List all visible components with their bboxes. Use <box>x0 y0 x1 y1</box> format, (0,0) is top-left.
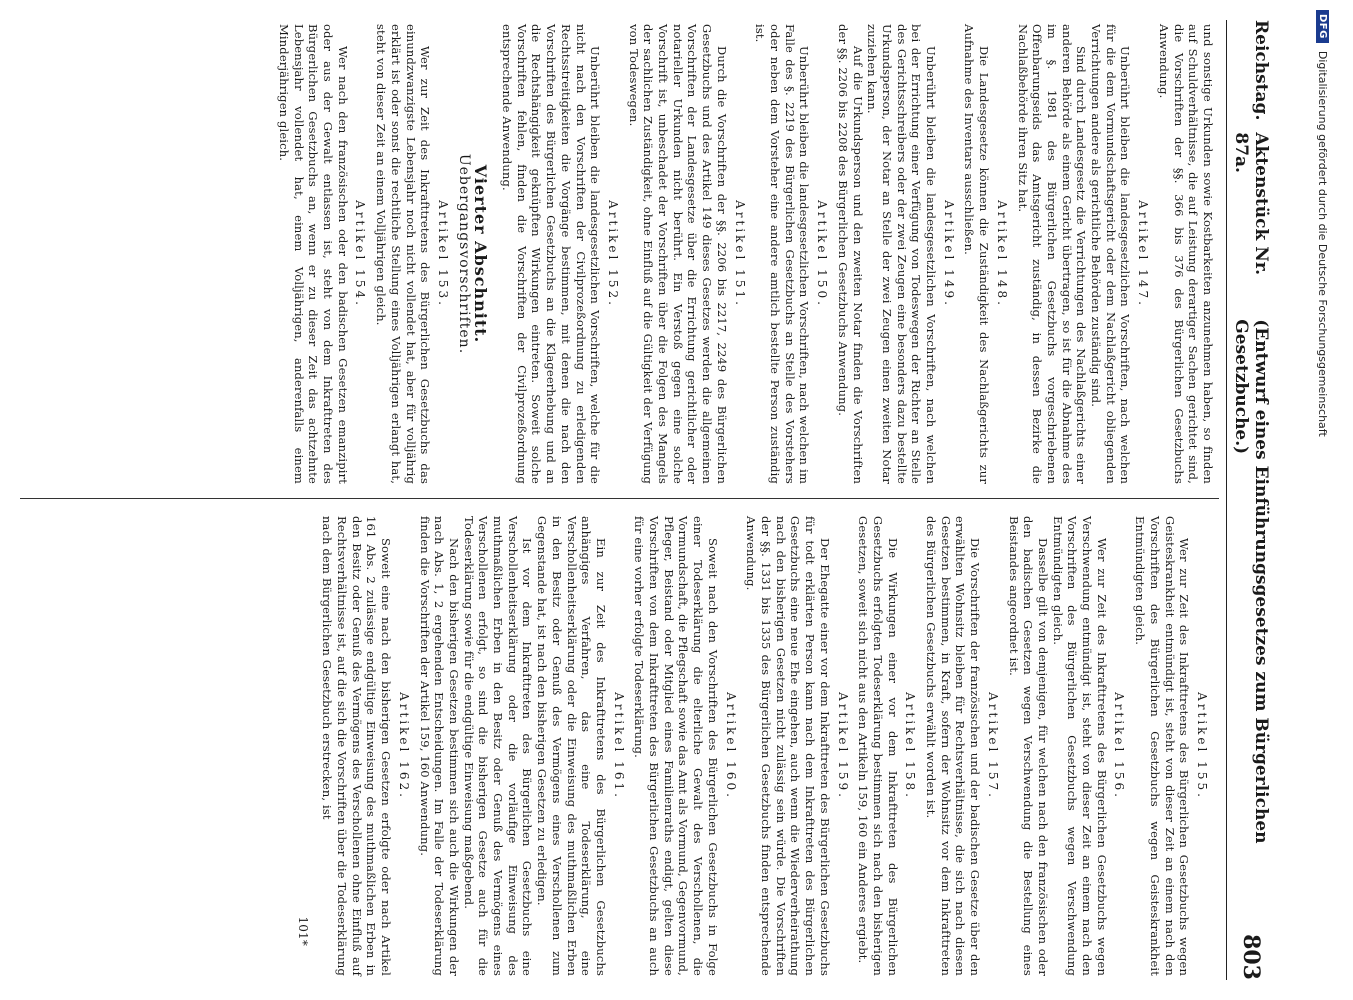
paragraph: Dasselbe gilt von demjenigen, für welchen nach den französischen oder den badischen Gesetzen wegen Verschwendung die Bestellung eines Beistandes angeordnet ist. <box>1006 516 1050 976</box>
credit-text: Digitalisierung gefördert durch die Deutsche Forschungsgemeinschaft <box>1316 50 1330 437</box>
paragraph: Wer zur Zeit des Inkrafttretens des Bürgerlichen Gesetzbuchs das einundzwanzigste Lebensjahr noch nicht vollendet hat, aber für volljährig erklärt ist oder sonst die rechtliche Stellung eines Volljährigen erlangt hat, steht von dieser Zeit an einem Volljährigen gleich. <box>374 24 433 484</box>
article-heading: Artikel 152. <box>605 200 620 308</box>
article-heading: Artikel 148. <box>994 200 1009 308</box>
paragraph: Soweit eine nach den bisherigen Gesetzen erfolgte oder nach Artikel 161 Abs. 2 zulässige endgültige Einweisung des muthmaßlichen Erben in den Besitz oder Genuß des Vermögens des Verschollenen ohne Einfluß auf Rechtsverhältnisse ist, auf die sich die Vorschriften über die Todeserklärung nach dem Bürgerlichen Gesetzbuch erstrecken, ist <box>320 516 394 976</box>
column-divider <box>20 498 1219 499</box>
paragraph: Wer zur Zeit des Inkrafttretens des Bürgerlichen Gesetzbuchs wegen Verschwendung entmündigt ist, steht von dieser Zeit an einem nach den Vorschriften des Bürgerlichen Gesetzbuchs wegen Verschwendung Entmündigten gleich. <box>1050 516 1109 976</box>
article-heading: Artikel 157. <box>985 692 1000 800</box>
article-heading: Artikel 150. <box>815 200 830 308</box>
paragraph: Unberührt bleiben die landesgesetzlichen Vorschriften, nach welchen bei der Errichtung einer Verfügung von Todeswegen der Richter an Stelle des Gerichtsschreibers oder der zwei Zeugen eine besonders dazu bestellte Urkundsperson, der Notar an Stelle der zwei Zeugen einen zweiten Notar zuziehen kann. <box>865 24 939 484</box>
paragraph: und sonstige Urkunden sowie Kostbarkeiten anzunehmen haben, so finden auf Schuldverhältnisse, die auf Leistung derartiger Sachen gerichtet sind, die Vorschriften der §§. 366 bis 376 des Bürgerlichen Gesetzbuchs Anwendung. <box>1156 24 1215 484</box>
article-heading: Artikel 159. <box>835 692 850 800</box>
paragraph: Ein zur Zeit des Inkrafttretens des Bürgerlichen Gesetzbuchs anhängiges Verfahren, das eine Todeserklärung, eine Verschollenheitserklärung oder die Einweisung des muthmaßlichen Erben in den Besitz oder Genuß des Vermögens eines Verschollenen zum Gegenstande hat, ist nach den bisherigen Gesetzen zu erledigen. <box>535 516 608 976</box>
article-heading: Artikel 147. <box>1136 200 1151 308</box>
digitization-credit <box>1305 10 1345 995</box>
paragraph: Wer nach den französischen oder den badischen Gesetzen emanzipirt oder aus der Gewalt entlassen ist, steht von dem Inkrafttreten des Bürgerlichen Gesetzbuchs an, wenn er zu dieser Zeit das achtzehnte Lebensjahr vollendet hat, einem Volljährigen, anderenfalls einem Minderjährigen gleich. <box>276 24 350 484</box>
section-heading: Vierter Abschnitt. <box>471 164 491 344</box>
signature-mark: 101* <box>295 916 310 946</box>
paragraph: Die Landesgesetze können die Zuständigkeit des Nachlaßgerichts zur Aufnahme des Inventars ausschließen. <box>962 24 992 484</box>
article-heading: Artikel 149. <box>941 200 956 308</box>
subsection-heading: Uebergangsvorschriften. <box>455 153 472 355</box>
article-heading: Artikel 156. <box>1112 692 1127 800</box>
article-heading: Artikel 154. <box>353 200 368 308</box>
paragraph: Durch die Vorschriften der §§. 2206 bis 2217, 2249 des Bürgerlichen Gesetzbuchs und des Artikel 149 dieses Gesetzes werden die allgemeinen Vorschriften der Landesgesetze über die Errichtung gerichtlicher oder notarieller Urkunden nicht berührt. Ein Verstoß gegen eine solche Vorschrift ist, unbeschadet der Vorschriften über die Folgen des Mangels der sachlichen Zuständigkeit, ohne Einfluß auf die Gültigkeit der Verfügung von Todeswegen. <box>626 24 729 484</box>
paragraph: Wer zur Zeit des Inkrafttretens des Bürgerlichen Gesetzbuchs wegen Geisteskrankheit entmündigt ist, steht von dieser Zeit an einem nach den Vorschriften des Bürgerlichen Gesetzbuchs wegen Geisteskrankheit Entmündigten gleich. <box>1133 516 1192 976</box>
header-left-title: Reichstag. <box>1251 20 1271 121</box>
paragraph: Unberührt bleiben die landesgesetzlichen Vorschriften, nach welchen im Falle des §. 2219 des Bürgerlichen Gesetzbuchs an Stelle des Vorstehers oder neben dem Vorsteher eine andere amtlich bestellte Person zuständig ist. <box>753 24 812 484</box>
paragraph: Unberührt bleiben die landesgesetzlichen Vorschriften, welche für die nicht nach den Vorschriften der Civilprozeßordnung zu erledigenden Rechtsstreitigkeiten die Vorgänge bestimmen, mit denen die nach den Vorschriften des Bürgerlichen Gesetzbuchs an die Klageerhebung und an die Rechtshängigkeit geknüpften Wirkungen eintreten. Soweit solche Vorschriften fehlen, finden die Vorschriften der Civilprozeßordnung entsprechende Anwendung. <box>500 24 603 484</box>
left-text-column <box>20 24 1215 484</box>
article-heading: Artikel 151. <box>732 200 747 308</box>
paragraph: Auf die Urkundsperson und den zweiten Notar finden die Vorschriften der §§. 2206 bis 2208 des Bürgerlichen Gesetzbuchs Anwendung. <box>835 24 865 484</box>
paragraph: Unberührt bleiben die landesgesetzlichen Vorschriften, nach welchen für die dem Vormundschaftsgericht oder dem Nachlaßgericht obliegenden Verrichtungen andere als gerichtliche Behörden zuständig sind. <box>1089 24 1133 484</box>
article-heading: Artikel 162. <box>396 692 411 800</box>
article-heading: Artikel 158. <box>903 692 918 800</box>
header-document-number: Aktenstück Nr. 87a. <box>1231 132 1271 276</box>
header-rule <box>1226 20 1227 980</box>
article-heading: Artikel 160. <box>723 692 738 800</box>
page-number: 803 <box>1238 934 1264 980</box>
paragraph: Ist vor dem Inkrafttreten des Bürgerlichen Gesetzbuchs eine Verschollenheitserklärung oder die vorläufige Einweisung des muthmaßlichen Erben in den Besitz oder Genuß des Vermögens eines Verschollenen erfolgt, so sind die bisherigen Gesetze auch für die Todeserklärung sowie für die endgültige Einweisung maßgebend. <box>461 516 535 976</box>
paragraph: Der Ehegatte einer vor dem Inkrafttreten des Bürgerlichen Gesetzbuchs für todt erklärten Person kann nach dem Inkrafttreten des Bürgerlichen Gesetzbuchs eine neue Ehe eingehen, auch wenn die Wiederverheirathung nach den bisherigen Gesetzen nicht zulässig sein würde. Die Vorschriften der §§. 1331 bis 1335 des Bürgerlichen Gesetzbuchs finden entsprechende Anwendung. <box>744 516 832 976</box>
dfg-logo: DFG <box>1317 10 1330 43</box>
article-heading: Artikel 155. <box>1195 692 1209 800</box>
right-text-column <box>20 516 1215 976</box>
running-header <box>1231 20 1271 980</box>
paragraph: Die Vorschriften der französischen und der badischen Gesetze über den erwählten Wohnsitz bleiben für Rechtsverhältnisse, die sich nach diesen Gesetzen bestimmen, in Kraft, sofern der Wohnsitz vor dem Inkrafttreten des Bürgerlichen Gesetzbuchs erwählt worden ist. <box>924 516 983 976</box>
paragraph: Sind durch Landesgesetz die Verrichtungen des Nachlaßgerichts einer anderen Behörde als einem Gericht übertragen, so ist für die Abnahme des im §. 1981 des Bürgerlichen Gesetzbuchs vorgeschriebenen Offenbarungseids das Amtsgericht zuständig, in dessen Bezirke die Nachlaßbehörde ihren Sitz hat. <box>1015 24 1089 484</box>
header-subtitle: (Entwurf eines Einführungsgesetzes zum Bürgerlichen Gesetzbuche.) <box>1231 319 1271 844</box>
paragraph: Die Wirkungen einer vor dem Inkrafttreten des Bürgerlichen Gesetzbuchs erfolgten Todeserklärung bestimmen sich nach den bisherigen Gesetzen, soweit sich nicht aus den Artikeln 159, 160 ein Anderes ergiebt. <box>856 516 900 976</box>
paragraph: Soweit nach den Vorschriften des Bürgerlichen Gesetzbuchs in Folge einer Todeserklärung die elterliche Gewalt des Verschollenen, die Vormundschaft, die Pflegschaft sowie das Amt als Vormund, Gegenvormund, Pfleger, Beistand oder Mitglied eines Familienraths endigt, gelten diese Vorschriften von dem Inkrafttreten des Bürgerlichen Gesetzbuchs an auch für eine vorher erfolgte Todeserklärung. <box>632 516 720 976</box>
article-heading: Artikel 161. <box>611 692 626 800</box>
paragraph: Nach den bisherigen Gesetzen bestimmen sich auch die Wirkungen der nach Abs. 1, 2 ergehenden Entscheidungen. Im Falle der Todeserklärung finden die Vorschriften der Artikel 159, 160 Anwendung. <box>417 516 461 976</box>
article-heading: Artikel 153. <box>435 200 450 308</box>
